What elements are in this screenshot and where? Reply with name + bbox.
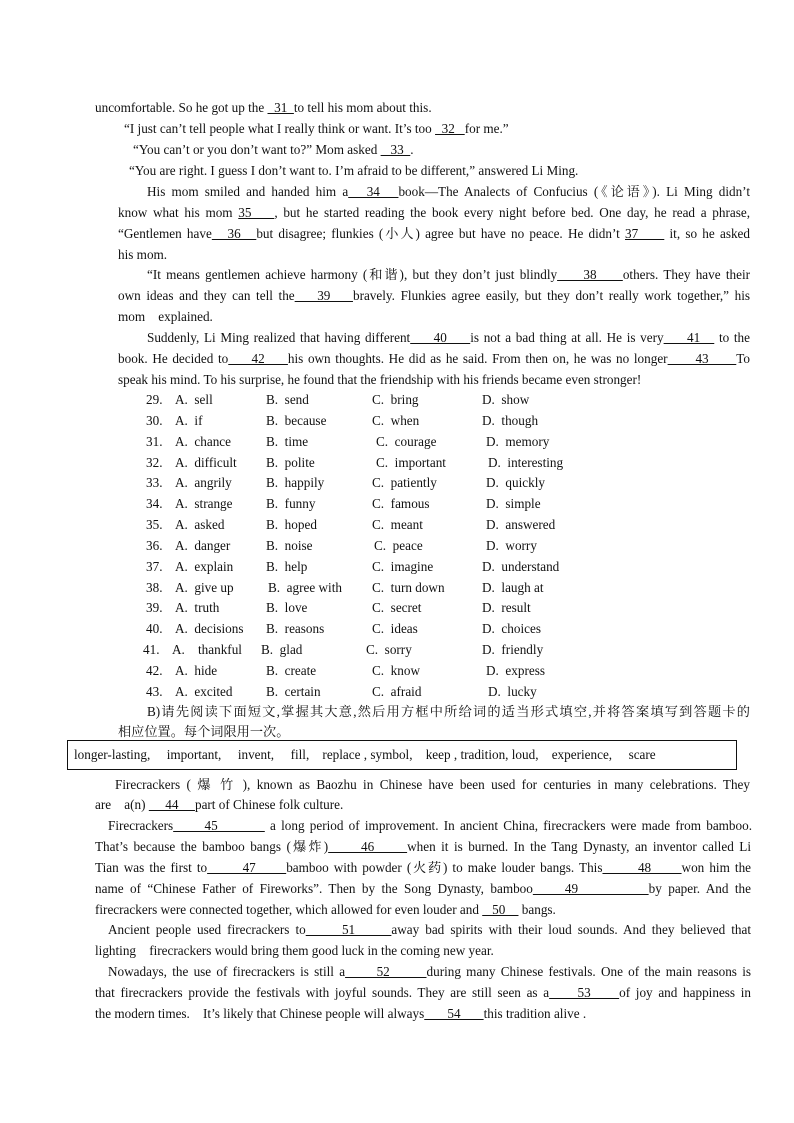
option-c: C. when — [372, 413, 420, 428]
passage-b-line-8: Ancient people used firecrackers to 51 away bad spirits with their loud sounds. And they believed that — [108, 922, 751, 937]
option-c: C. peace — [374, 538, 423, 553]
option-number: 33. — [146, 475, 163, 490]
passage-a-line-1: uncomfortable. So he got up the 31 to tell his mom about this. — [95, 100, 432, 115]
passage-a-line-3: “You can’t or you don’t want to?” Mom asked 33 . — [133, 142, 414, 157]
option-number: 36. — [146, 538, 163, 553]
option-number: 37. — [146, 559, 163, 574]
option-d: D. friendly — [482, 642, 544, 657]
passage-b-line-6: name of “Chinese Father of Fireworks”. Then by the Song Dynasty, bamboo 49 by paper. And the — [95, 881, 751, 896]
option-b: B. send — [266, 392, 309, 407]
blank-38: 38 — [557, 267, 623, 282]
option-b: B. funny — [266, 496, 316, 511]
option-b: B. time — [266, 434, 309, 449]
option-c: C. courage — [376, 434, 437, 449]
option-a: A. chance — [175, 434, 232, 449]
passage-a-line-14: speak his mind. To his surprise, he found that the friendship with his friends became even stronger! — [118, 372, 642, 387]
option-d: D. lucky — [488, 684, 537, 699]
option-b: B. reasons — [266, 621, 325, 636]
blank-31: 31 — [267, 100, 294, 115]
option-d: D. simple — [486, 496, 541, 511]
blank-42: 42 — [228, 351, 288, 366]
option-a: A. excited — [175, 684, 233, 699]
option-b: B. hoped — [266, 517, 317, 532]
option-d: D. express — [486, 663, 545, 678]
option-a: A. danger — [175, 538, 231, 553]
passage-b-line-2: are a(n) 44 part of Chinese folk culture. — [95, 797, 344, 812]
passage-b-line-1: Firecrackers ( 爆 竹 ), known as Baozhu in Chinese have been used for centuries in many celebrations. They — [115, 777, 750, 792]
blank-48: 48 — [602, 860, 682, 875]
option-c: C. sorry — [366, 642, 412, 657]
option-a: A. hide — [175, 663, 218, 678]
option-a: A. asked — [175, 517, 225, 532]
word-box — [67, 740, 737, 770]
option-number: 30. — [146, 413, 163, 428]
blank-39: 39 — [294, 288, 353, 303]
passage-a-line-11: mom explained. — [118, 309, 213, 324]
option-b: B. noise — [266, 538, 313, 553]
option-d: D. understand — [482, 559, 560, 574]
blank-46: 46 — [328, 839, 408, 854]
passage-a-line-10: own ideas and they can tell the 39 bravely. Flunkies agree easily, but they don’t really work together,” his — [118, 288, 751, 303]
option-number: 32. — [146, 455, 163, 470]
option-number: 41. — [143, 642, 160, 657]
option-number: 34. — [146, 496, 163, 511]
passage-a-line-7: “Gentlemen have 36 but disagree; flunkies (小人) agree but have no peace. He didn’t 37 it, so he asked — [118, 226, 750, 241]
blank-52: 52 — [345, 964, 427, 979]
passage-b-line-5: Tian was the first to 47 bamboo with powder (火药) to make louder bangs. This 48 won him the — [95, 860, 752, 875]
option-a: A. thankful — [172, 642, 242, 657]
passage-b-line-4: That’s because the bamboo bangs (爆炸) 46 when it is burned. In the Tang Dynasty, an inventor called Li — [95, 839, 751, 854]
option-a: A. give up — [175, 580, 234, 595]
option-b: B. love — [266, 600, 308, 615]
option-b: B. create — [266, 663, 317, 678]
blank-54: 54 — [424, 1006, 484, 1021]
blank-33: 33 — [380, 142, 411, 157]
option-c: C. ideas — [372, 621, 418, 636]
passage-a-line-9: “It means gentlemen achieve harmony (和谐), but they don’t just blindly 38 others. They have their — [147, 267, 751, 282]
option-c: C. important — [376, 455, 446, 470]
passage-a-line-13: book. He decided to 42 his own thoughts. He did as he said. From then on, he was no longer 43 To — [118, 351, 751, 366]
blank-35: 35 — [238, 205, 275, 220]
option-b: B. help — [266, 559, 308, 574]
blank-37: 37 — [625, 226, 665, 241]
option-number: 40. — [146, 621, 163, 636]
blank-50: 50 — [482, 902, 519, 917]
option-d: D. show — [482, 392, 530, 407]
option-d: D. answered — [486, 517, 556, 532]
option-c: C. bring — [372, 392, 419, 407]
blank-47: 47 — [207, 860, 287, 875]
option-c: C. patiently — [372, 475, 437, 490]
blank-45: 45 — [173, 818, 265, 833]
option-d: D. though — [482, 413, 539, 428]
option-number: 39. — [146, 600, 163, 615]
option-d: D. laugh at — [482, 580, 544, 595]
option-c: C. secret — [372, 600, 422, 615]
option-number: 43. — [146, 684, 163, 699]
option-b: B. agree with — [268, 580, 342, 595]
blank-41: 41 — [663, 330, 715, 345]
option-a: A. truth — [175, 600, 220, 615]
section-b-instructions: B)请先阅读下面短文,掌握其大意,然后用方框中所给词的适当形式填空,并将答案填写到答题卡的 — [147, 704, 750, 719]
option-a: A. angrily — [175, 475, 232, 490]
passage-a-line-2: “I just can’t tell people what I really think or want. It’s too 32 for me.” — [124, 121, 509, 136]
option-b: B. because — [266, 413, 327, 428]
option-b: B. polite — [266, 455, 315, 470]
blank-34: 34 — [348, 184, 399, 199]
passage-a-line-12: Suddenly, Li Ming realized that having different 40 is not a bad thing at all. He is very 41 to the — [147, 330, 750, 345]
passage-b-line-9: lighting firecrackers would bring them good luck in the coming new year. — [95, 943, 494, 958]
blank-44: 44 — [148, 797, 195, 812]
option-c: C. afraid — [372, 684, 422, 699]
passage-a-line-8: his mom. — [118, 247, 168, 262]
passage-b-line-11: that firecrackers provide the festivals with joyful sounds. They are still seen as a 53 of joy and happiness in — [95, 985, 751, 1000]
option-a: A. decisions — [175, 621, 244, 636]
option-number: 42. — [146, 663, 163, 678]
option-number: 35. — [146, 517, 163, 532]
passage-a-line-6: know what his mom 35 , but he started reading the book every night before bed. One day, he read a phrase, — [118, 205, 750, 220]
option-d: D. quickly — [486, 475, 545, 490]
passage-b-line-3: Firecrackers 45 a long period of improvement. In ancient China, firecrackers were made from bamboo. — [108, 818, 753, 833]
option-d: D. choices — [482, 621, 541, 636]
option-number: 38. — [146, 580, 163, 595]
passage-b-line-7: firecrackers were connected together, which allowed for even louder and 50 bangs. — [95, 902, 556, 917]
option-number: 31. — [146, 434, 163, 449]
option-c: C. turn down — [372, 580, 445, 595]
blank-43: 43 — [667, 351, 737, 366]
blank-32: 32 — [435, 121, 465, 136]
passage-a-line-4: “You are right. I guess I don’t want to. I’m afraid to be different,” answered Li Ming. — [129, 163, 579, 178]
option-a: A. sell — [175, 392, 213, 407]
passage-b-line-12: the modern times. It’s likely that Chinese people will always 54 this tradition alive . — [95, 1006, 587, 1021]
option-c: C. meant — [372, 517, 423, 532]
option-a: A. strange — [175, 496, 233, 511]
blank-53: 53 — [549, 985, 620, 1000]
option-d: D. result — [482, 600, 531, 615]
option-number: 29. — [146, 392, 163, 407]
option-a: A. explain — [175, 559, 234, 574]
section-b-instructions-cont: 相应位置。每个词限用一次。 — [118, 724, 290, 739]
passage-b-line-10: Nowadays, the use of firecrackers is still a 52 during many Chinese festivals. One of the main reasons is — [108, 964, 751, 979]
option-d: D. interesting — [488, 455, 564, 470]
passage-a-line-5: His mom smiled and handed him a 34 book—The Analects of Confucius (《论语》). Li Ming didn’t — [147, 184, 750, 199]
blank-49: 49 — [532, 881, 649, 896]
blank-51: 51 — [305, 922, 392, 937]
option-b: B. glad — [261, 642, 303, 657]
option-b: B. happily — [266, 475, 325, 490]
blank-36: 36 — [211, 226, 257, 241]
option-c: C. know — [372, 663, 420, 678]
option-b: B. certain — [266, 684, 321, 699]
blank-40: 40 — [410, 330, 471, 345]
option-d: D. memory — [486, 434, 550, 449]
option-a: A. difficult — [175, 455, 237, 470]
word-box-words: longer-lasting, important, invent, fill, replace , symbol, keep , tradition, loud, experience, scare — [74, 747, 656, 762]
option-d: D. worry — [486, 538, 537, 553]
option-a: A. if — [175, 413, 203, 428]
option-c: C. famous — [372, 496, 430, 511]
option-c: C. imagine — [372, 559, 434, 574]
